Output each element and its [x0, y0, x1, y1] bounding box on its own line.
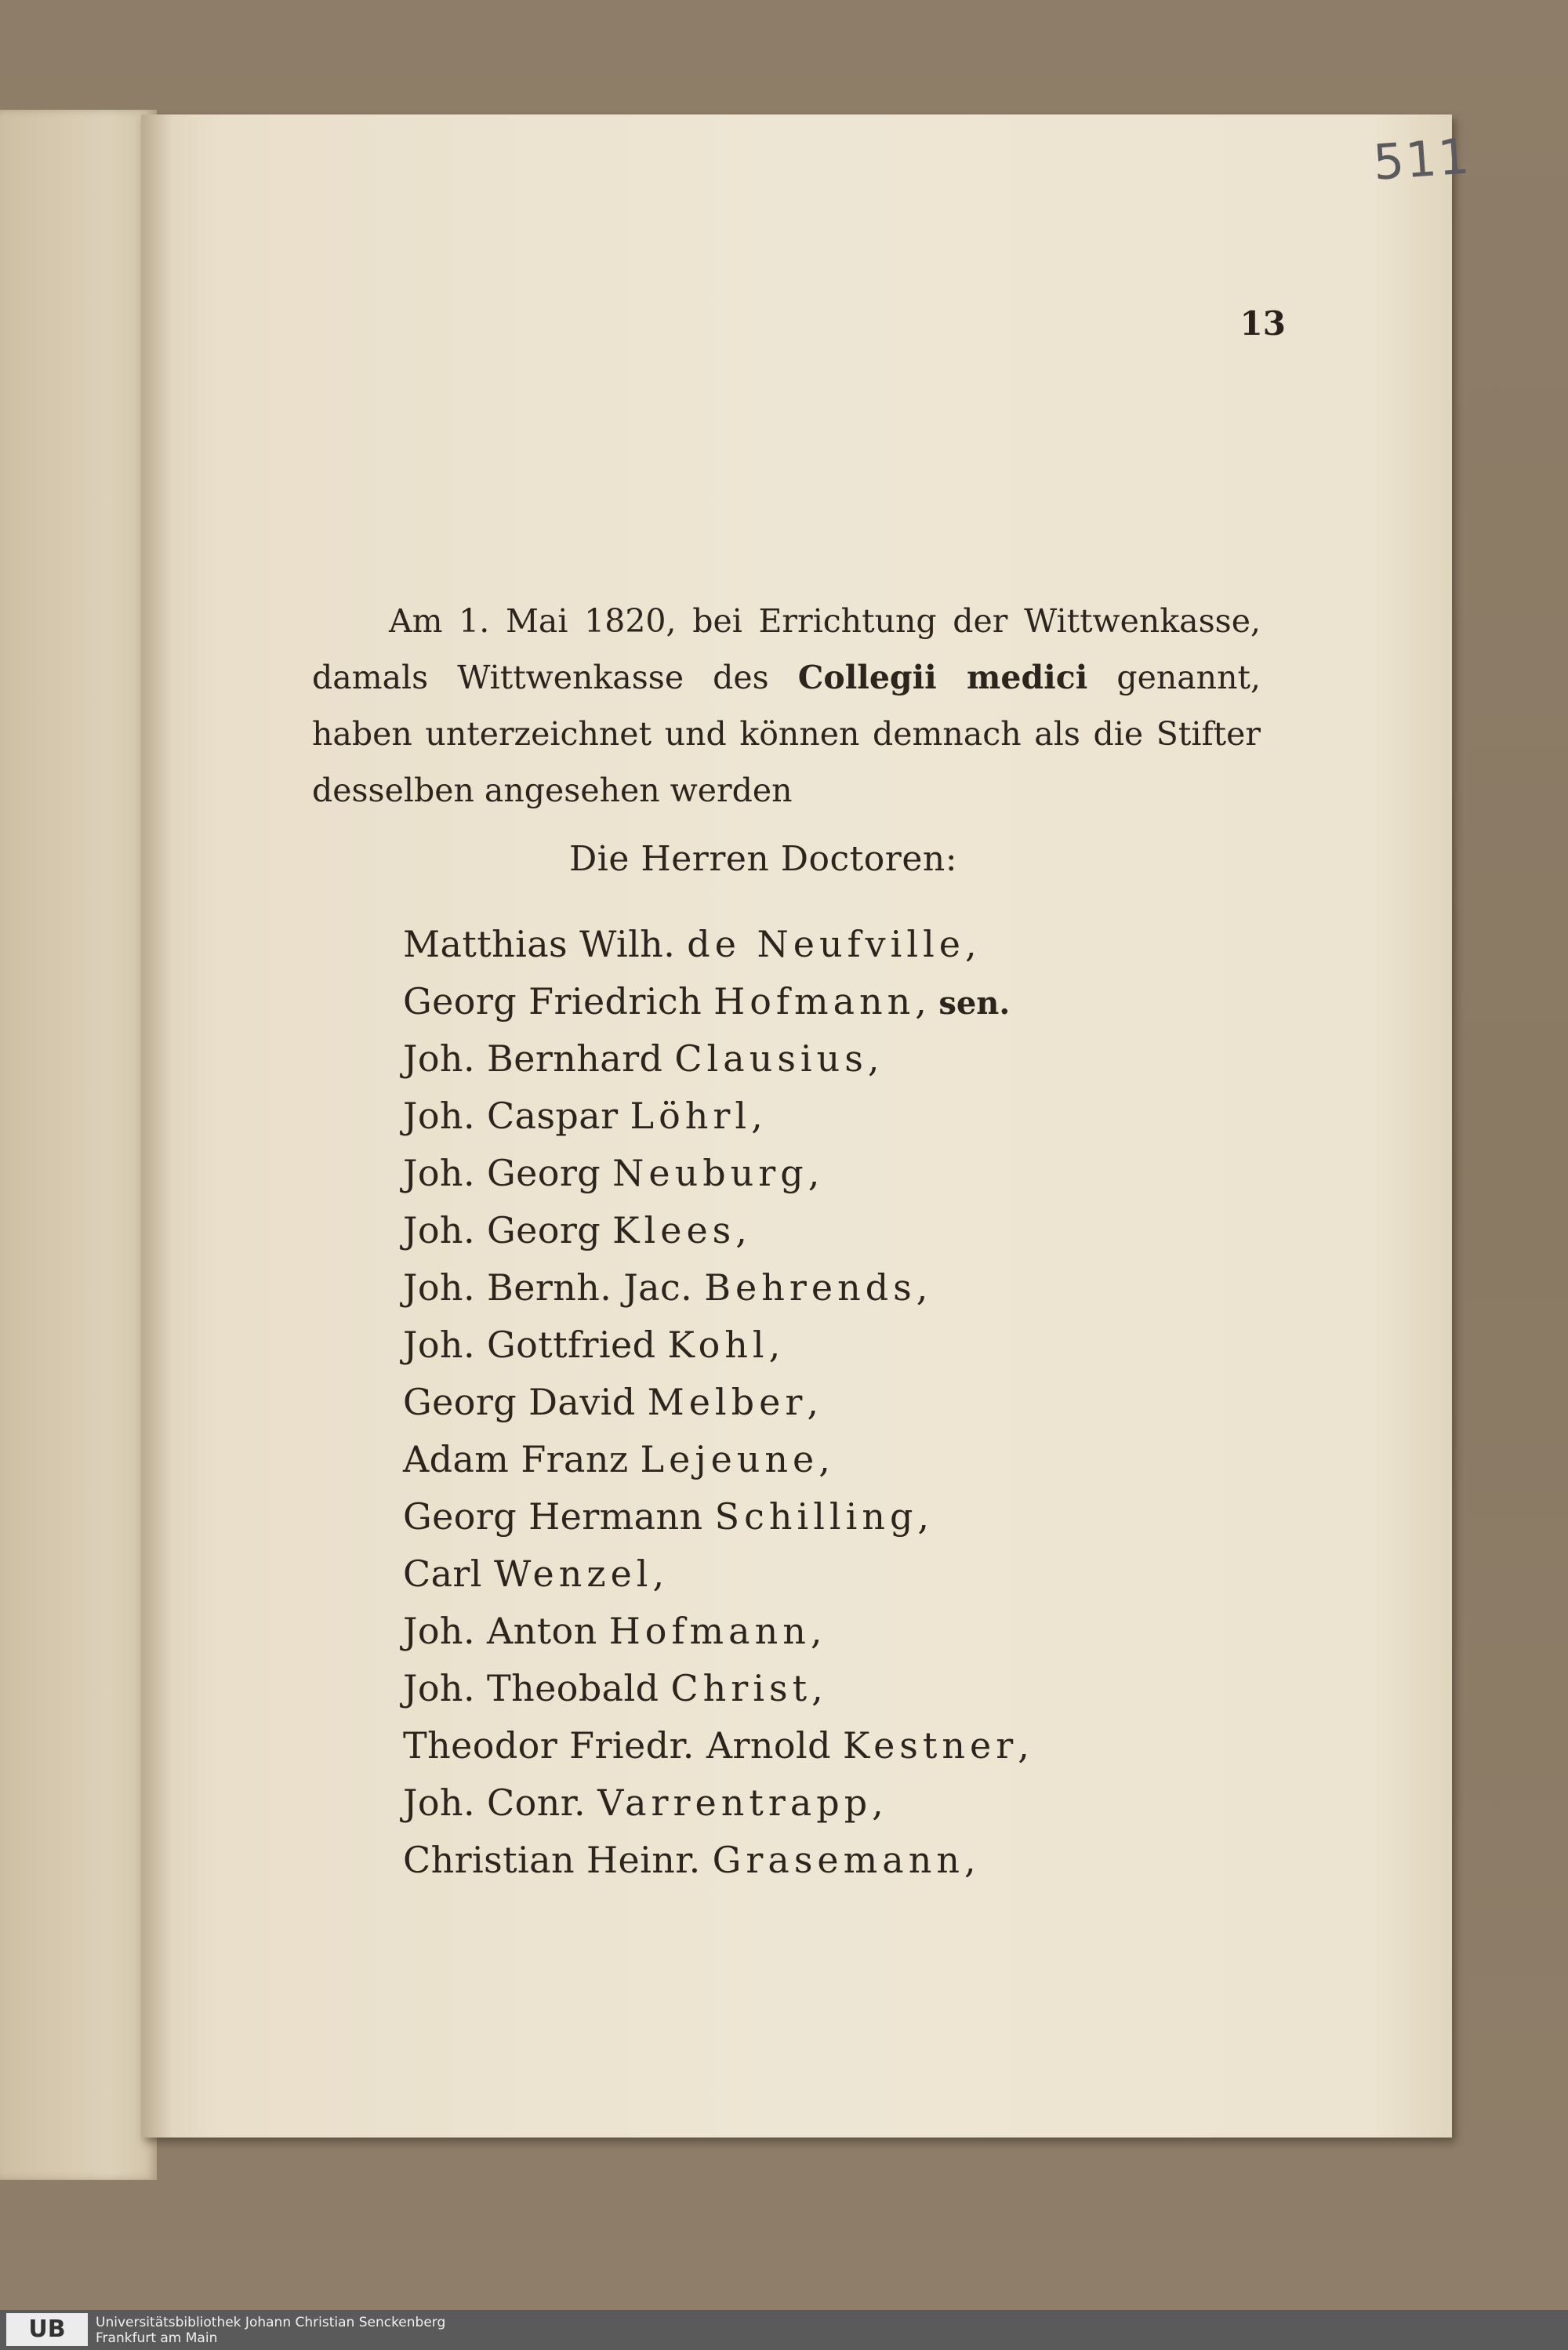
- given-names: Joh. Georg: [403, 1152, 613, 1194]
- comma: ,: [1018, 1724, 1030, 1767]
- surname: Christ: [670, 1667, 812, 1709]
- given-names: Georg Friedrich: [403, 980, 714, 1022]
- founder-name: [403, 1431, 1265, 1488]
- founder-name: [403, 1030, 1265, 1088]
- given-names: Joh. Bernh. Jac.: [403, 1266, 705, 1309]
- given-names: Joh. Georg: [403, 1209, 613, 1251]
- surname: Schilling: [714, 1495, 918, 1538]
- library-footer-bar: [0, 2310, 1568, 2350]
- intro-text-2: genannt, haben unterzeichnet und können demnach als die Stifter desselben angesehen werden: [312, 659, 1261, 809]
- page-number: 13: [1240, 304, 1286, 343]
- comma: ,: [810, 1610, 822, 1652]
- founder-name: [403, 1145, 1265, 1202]
- founder-name: [403, 1374, 1265, 1431]
- given-names: Theodor Friedr. Arnold: [403, 1724, 843, 1767]
- comma: ,: [964, 1839, 976, 1881]
- comma: ,: [808, 1152, 820, 1194]
- given-names: Joh. Conr.: [403, 1782, 598, 1824]
- handwritten-archive-number: 511: [1371, 127, 1473, 191]
- given-names: Joh. Caspar: [403, 1095, 630, 1137]
- founder-name: [403, 1317, 1265, 1374]
- founder-name: [403, 1774, 1265, 1832]
- founder-name: [403, 973, 1265, 1030]
- surname: Löhrl: [630, 1095, 752, 1137]
- comma: ,: [818, 1438, 831, 1480]
- surname: Hofmann: [608, 1610, 811, 1652]
- given-names: Joh. Gottfried: [403, 1324, 668, 1366]
- founder-name: [403, 1545, 1265, 1603]
- given-names: Matthias Wilh.: [403, 923, 688, 965]
- comma: ,: [751, 1095, 764, 1137]
- comma: ,: [917, 1495, 930, 1538]
- surname: Behrends: [704, 1266, 916, 1309]
- list-heading: Die Herren Doctoren:: [569, 839, 958, 879]
- surname: Neuburg: [612, 1152, 808, 1194]
- given-names: Georg David: [403, 1381, 648, 1423]
- comma: ,: [916, 1266, 928, 1309]
- intro-paragraph: [312, 593, 1261, 819]
- comma: ,: [915, 980, 927, 1022]
- given-names: Christian Heinr.: [403, 1839, 713, 1881]
- founder-name: [403, 1603, 1265, 1660]
- surname: Hofmann: [713, 980, 916, 1022]
- surname: Klees: [612, 1209, 736, 1251]
- page-gutter-shadow: [141, 114, 172, 2138]
- library-name: Universitätsbibliothek Johann Christian Senckenberg: [96, 2315, 446, 2330]
- library-city: Frankfurt am Main: [96, 2330, 218, 2346]
- founder-name: [403, 1259, 1265, 1317]
- comma: ,: [965, 923, 978, 965]
- founder-name: [403, 1832, 1265, 1889]
- given-names: Joh. Theobald: [403, 1667, 671, 1709]
- given-names: Georg Hermann: [403, 1495, 715, 1538]
- library-logo: UB: [6, 2313, 88, 2346]
- name-suffix-sen: sen.: [938, 985, 1011, 1022]
- facing-page-edge: [0, 110, 157, 2180]
- intro-bold-text: Collegii medici: [797, 659, 1088, 696]
- surname: Kestner: [842, 1724, 1018, 1767]
- surname: de Neufville: [687, 923, 966, 965]
- comma: ,: [652, 1553, 665, 1595]
- founder-name: [403, 1088, 1265, 1145]
- comma: ,: [872, 1782, 884, 1824]
- comma: ,: [768, 1324, 781, 1366]
- comma: ,: [867, 1037, 880, 1080]
- given-names: Joh. Anton: [403, 1610, 609, 1652]
- given-names: Adam Franz: [403, 1438, 641, 1480]
- founder-name: [403, 1488, 1265, 1545]
- founder-name: [403, 916, 1265, 973]
- surname: Grasemann: [712, 1839, 964, 1881]
- founders-list: [403, 916, 1265, 1889]
- given-names: Carl: [403, 1553, 494, 1595]
- surname: Wenzel: [493, 1553, 653, 1595]
- comma: ,: [735, 1209, 748, 1251]
- founder-name: [403, 1717, 1265, 1774]
- founder-name: [403, 1660, 1265, 1717]
- surname: Melber: [647, 1381, 808, 1423]
- given-names: Joh. Bernhard: [403, 1037, 675, 1080]
- surname: Lejeune: [640, 1438, 819, 1480]
- comma: ,: [811, 1667, 824, 1709]
- surname: Varrentrapp: [597, 1782, 873, 1824]
- surname: Clausius: [674, 1037, 868, 1080]
- founder-name: [403, 1202, 1265, 1259]
- intro-text-1: Am 1. Mai 1820, bei Errichtung der Wittwenkasse, damals Wittwenkasse des: [312, 602, 1261, 696]
- comma: ,: [807, 1381, 819, 1423]
- surname: Kohl: [667, 1324, 769, 1366]
- library-credit: [96, 2315, 644, 2346]
